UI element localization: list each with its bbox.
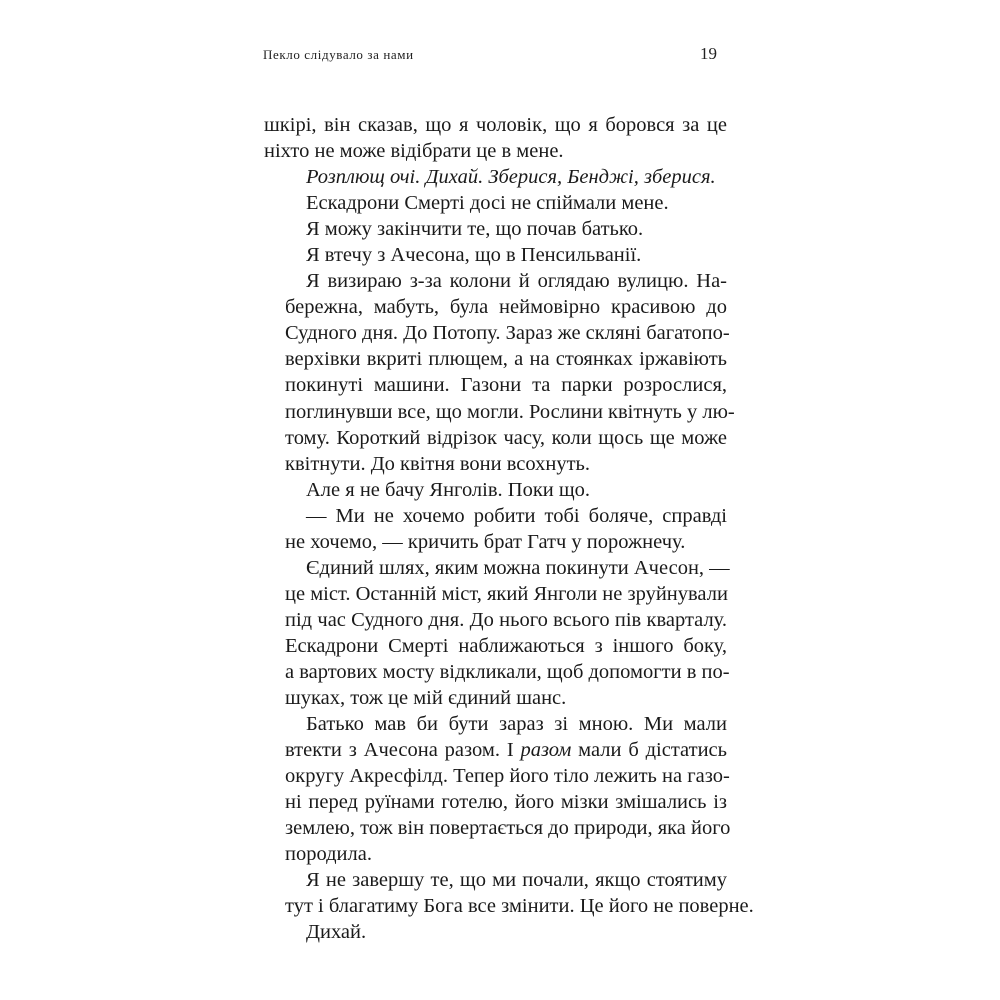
paragraph <box>264 190 727 216</box>
text-line <box>264 789 727 815</box>
text-line <box>264 477 727 503</box>
text-run: бережна, мабуть, була неймовірно красивою до <box>285 296 727 319</box>
text-run: верхівки вкриті плющем, а на стоянках іржавіють <box>285 348 727 371</box>
text-run: Ескадрони Смерті досі не спіймали мене. <box>306 192 669 215</box>
paragraph <box>264 268 735 476</box>
text-line <box>264 841 727 867</box>
text-line <box>264 164 727 190</box>
text-run: тут і благатиму Бога все змінити. Це його не поверне. <box>285 895 754 918</box>
text-run: Я не завершу те, що ми почали, якщо стоятиму <box>306 869 727 892</box>
text-line <box>264 867 727 893</box>
text-line <box>264 711 727 737</box>
text-run: — Ми не хочемо робити тобі боляче, справді <box>306 504 727 527</box>
text-line <box>264 399 735 425</box>
text-run: Я втечу з Ачесона, що в Пенсильванії. <box>306 244 642 267</box>
body-text <box>264 112 754 946</box>
text-run: шкірі, він сказав, що я чоловік, що я боровся за це <box>264 114 727 136</box>
text-run: землею, тож він повертається до природи, яка його <box>285 817 731 840</box>
text-line <box>264 633 727 659</box>
text-run: під час Судного дня. До нього всього пів кварталу. <box>285 608 727 631</box>
text-run: Але я не бачу Янголів. Поки що. <box>306 478 591 501</box>
text-run: Єдиний шлях, яким можна покинути Ачесон, — <box>306 556 730 579</box>
text-line <box>264 451 727 477</box>
paragraph <box>264 919 727 945</box>
text-line <box>264 268 727 294</box>
text-run: це міст. Останній міст, який Янголи не зруйнували <box>285 582 728 605</box>
text-run: мали б дістатись <box>571 739 728 762</box>
text-line <box>264 607 727 633</box>
text-line <box>264 529 727 555</box>
text-run: квітнути. До квітня вони всохнуть. <box>285 452 591 475</box>
text-line <box>264 685 727 711</box>
paragraph <box>264 164 727 190</box>
text-line <box>264 294 727 320</box>
running-title: Пекло слідувало за нами <box>263 47 414 62</box>
text-line <box>264 555 730 581</box>
text-run: втекти з Ачесона разом. І <box>285 739 521 762</box>
text-line <box>264 138 727 164</box>
text-run: округу Акресфілд. Тепер його тіло лежить на газо- <box>285 765 730 788</box>
text-line <box>264 190 727 216</box>
text-line <box>264 242 727 268</box>
text-line <box>264 659 730 685</box>
text-run: Я визираю з-за колони й оглядаю вулицю. На- <box>306 270 727 293</box>
text-line <box>264 346 727 372</box>
text-line <box>264 372 727 398</box>
paragraph <box>264 216 727 242</box>
text-run: поглинувши все, що могли. Рослини квітнуть у лю- <box>285 400 735 423</box>
text-line <box>264 815 731 841</box>
text-run: Я можу закінчити те, що почав батько. <box>306 218 644 241</box>
emphasized-text: Розплющ очі. Дихай. Зберися, Бенджі, зберися. <box>306 166 716 189</box>
page-number: 19 <box>700 44 717 63</box>
text-line <box>264 503 727 529</box>
text-run: шуках, тож це мій єдиний шанс. <box>285 687 567 710</box>
text-run: не хочемо, — кричить брат Гатч у порожнечу. <box>285 530 686 553</box>
text-run: ніхто не може відібрати це в мене. <box>264 140 564 163</box>
text-line <box>264 216 727 242</box>
paragraph <box>264 711 731 867</box>
paragraph <box>264 112 727 164</box>
text-line <box>264 425 727 451</box>
text-line <box>264 919 727 945</box>
text-run: породила. <box>285 843 372 866</box>
text-run: а вартових мосту відкликали, щоб допомогти в по- <box>285 660 730 683</box>
text-line <box>264 320 730 346</box>
text-run: Ескадрони Смерті наближаються з іншого боку, <box>285 634 727 657</box>
paragraph <box>264 867 754 919</box>
text-line <box>264 737 727 763</box>
text-line <box>264 763 730 789</box>
emphasized-text: разом <box>520 739 572 762</box>
text-run: тому. Короткий відрізок часу, коли щось ще може <box>285 426 727 449</box>
paragraph <box>264 503 727 555</box>
paragraph <box>264 242 727 268</box>
text-line <box>264 112 727 138</box>
paragraph <box>264 555 730 711</box>
text-run: ні перед руїнами готелю, його мізки змішались із <box>285 791 727 814</box>
text-run: Судного дня. До Потопу. Зараз же скляні багатопо- <box>285 322 730 345</box>
text-run: покинуті машини. Газони та парки розрослися, <box>285 374 727 397</box>
text-run: Батько мав би бути зараз зі мною. Ми мали <box>306 713 727 736</box>
text-run: Дихай. <box>306 921 367 944</box>
paragraph <box>264 477 727 503</box>
text-line <box>264 893 754 919</box>
text-line <box>264 581 727 607</box>
